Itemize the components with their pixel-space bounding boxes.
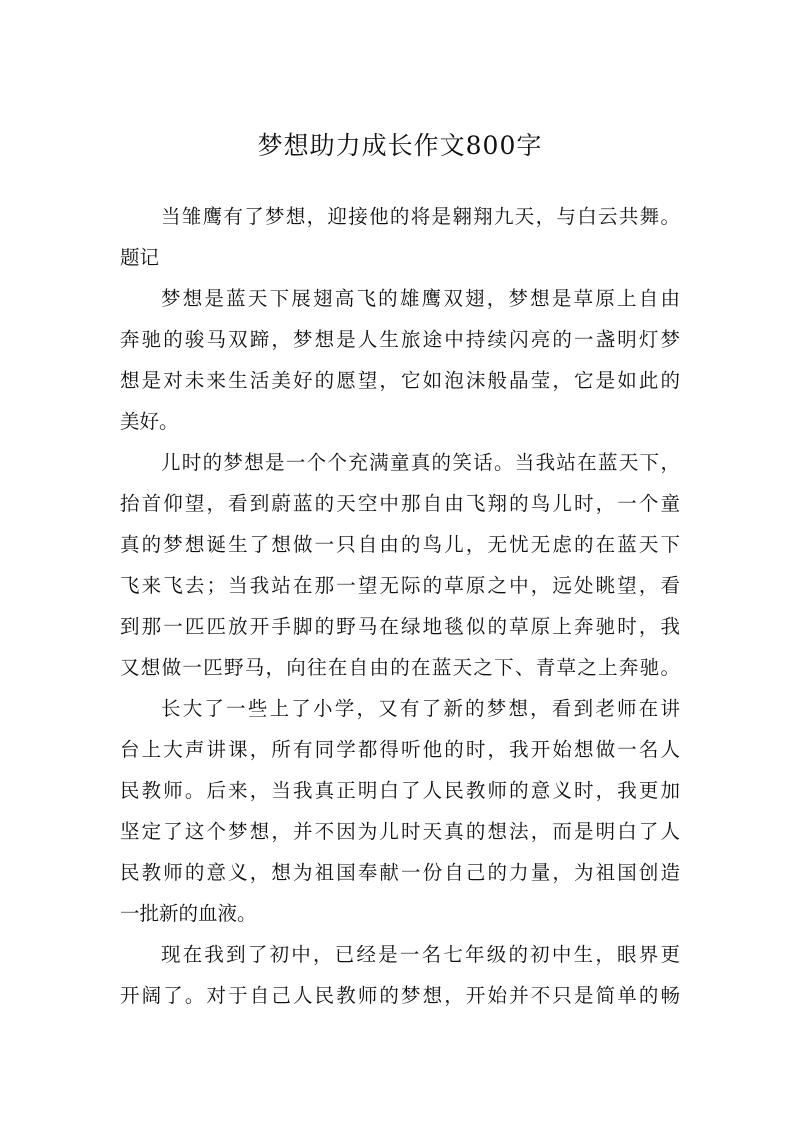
text-line: 儿时的梦想是一个个充满童真的笑话。当我站在蓝天下， [161, 451, 680, 474]
document-body [120, 196, 680, 1016]
text-line: 长大了一些上了小学，又有了新的梦想，看到老师在讲 [161, 697, 680, 720]
document-title: 梦想助力成长作文800字 [257, 131, 543, 160]
text-line: 开阔了。对于自己人民教师的梦想，开始并不只是简单的畅 [120, 984, 680, 1007]
text-line: 又想做一匹野马，向往在自由的在蓝天之下、青草之上奔驰。 [120, 656, 680, 679]
text-line: 民教师的意义，想为祖国奉献一份自己的力量，为祖国创造 [120, 861, 680, 884]
text-line: 真的梦想诞生了想做一只自由的鸟儿，无忧无虑的在蓝天下 [120, 533, 680, 556]
text-line: 抬首仰望，看到蔚蓝的天空中那自由飞翔的鸟儿时，一个童 [120, 492, 680, 515]
text-line: 梦想是蓝天下展翅高飞的雄鹰双翅，梦想是草原上自由 [161, 287, 680, 310]
text-line: 题记 [120, 246, 160, 269]
text-line: 美好。 [120, 410, 179, 433]
text-line: 奔驰的骏马双蹄，梦想是人生旅途中持续闪亮的一盏明灯梦 [120, 328, 680, 351]
text-line: 坚定了这个梦想，并不因为儿时天真的想法，而是明白了人 [120, 820, 680, 843]
text-line: 到那一匹匹放开手脚的野马在绿地毯似的草原上奔驰时，我 [120, 615, 680, 638]
text-line: 一批新的血液。 [120, 902, 257, 925]
text-line: 想是对未来生活美好的愿望，它如泡沫般晶莹，它是如此的 [120, 369, 680, 392]
text-line: 飞来飞去；当我站在那一望无际的草原之中，远处眺望，看 [120, 574, 680, 597]
text-line: 民教师。后来，当我真正明白了人民教师的意义时，我更加 [120, 779, 680, 802]
text-line: 台上大声讲课，所有同学都得听他的时，我开始想做一名人 [120, 738, 680, 761]
text-line: 当雏鹰有了梦想，迎接他的将是翱翔九天，与白云共舞。 [161, 205, 680, 228]
text-line: 现在我到了初中，已经是一名七年级的初中生，眼界更 [161, 943, 680, 966]
